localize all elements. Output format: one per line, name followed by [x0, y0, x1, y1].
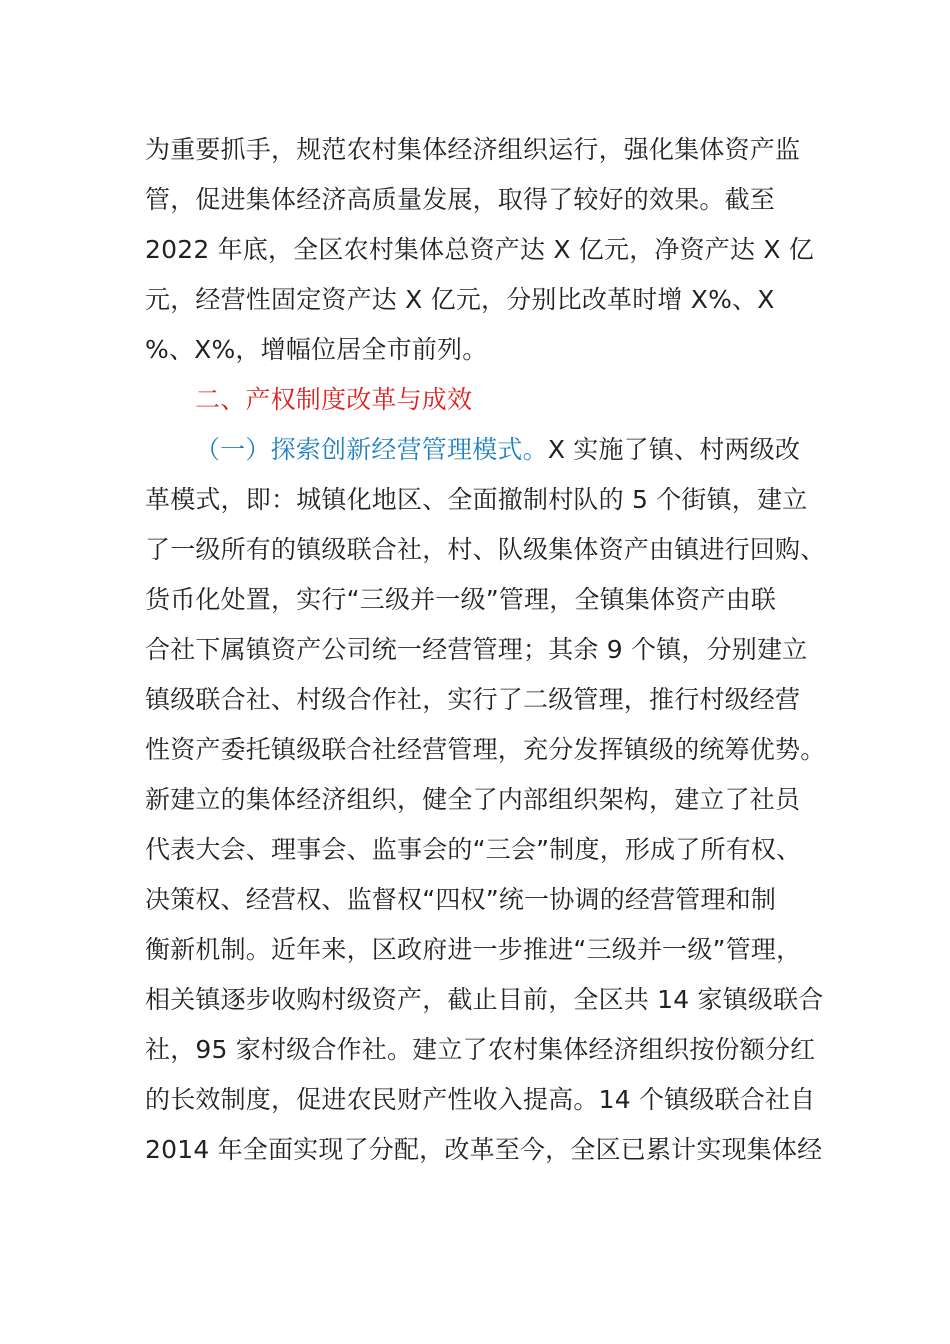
paragraph-line: 革模式，即：城镇化地区、全面撤制村队的 5 个街镇，建立	[145, 485, 808, 514]
paragraph-line: 相关镇逐步收购村级资产，截止目前，全区共 14 家镇级联合	[145, 985, 824, 1014]
subsection-heading: （一）探索创新经营管理模式。	[195, 435, 548, 464]
subsection-text: X 实施了镇、村两级改	[547, 435, 801, 464]
paragraph-line: 代表大会、理事会、监事会的“三会”制度，形成了所有权、	[145, 835, 802, 864]
paragraph-line: 的长效制度，促进农民财产性收入提高。14 个镇级联合社自	[145, 1085, 816, 1114]
paragraph-line: 性资产委托镇级联合社经营管理，充分发挥镇级的统筹优势。	[145, 735, 826, 764]
paragraph-line: 2022 年底，全区农村集体总资产达 X 亿元，净资产达 X 亿	[145, 235, 815, 264]
paragraph-line: %、X%，增幅位居全市前列。	[145, 335, 488, 364]
paragraph-line: 货币化处置，实行“三级并一级”管理，全镇集体资产由联	[145, 585, 777, 614]
subsection-line	[195, 432, 800, 468]
paragraph-line: 管，促进集体经济高质量发展，取得了较好的效果。截至	[145, 185, 776, 214]
section-heading: 二、产权制度改革与成效	[195, 385, 473, 414]
paragraph-line: 了一级所有的镇级联合社，村、队级集体资产由镇进行回购、	[145, 535, 826, 564]
paragraph-line: 元，经营性固定资产达 X 亿元，分别比改革时增 X%、X	[145, 285, 775, 314]
paragraph-line: 镇级联合社、村级合作社，实行了二级管理，推行村级经营	[145, 685, 801, 714]
paragraph-line: 决策权、经营权、监督权“四权”统一协调的经营管理和制	[145, 885, 777, 914]
paragraph-line: 新建立的集体经济组织，健全了内部组织架构，建立了社员	[145, 785, 801, 814]
paragraph-line: 合社下属镇资产公司统一经营管理；其余 9 个镇，分别建立	[145, 635, 808, 664]
paragraph-line: 社，95 家村级合作社。建立了农村集体经济组织按份额分红	[145, 1035, 816, 1064]
paragraph-line: 衡新机制。近年来，区政府进一步推进“三级并一级”管理，	[145, 935, 802, 964]
paragraph-line: 2014 年全面实现了分配，改革至今，全区已累计实现集体经	[145, 1135, 823, 1164]
paragraph-line: 为重要抓手，规范农村集体经济组织运行，强化集体资产监	[145, 135, 801, 164]
